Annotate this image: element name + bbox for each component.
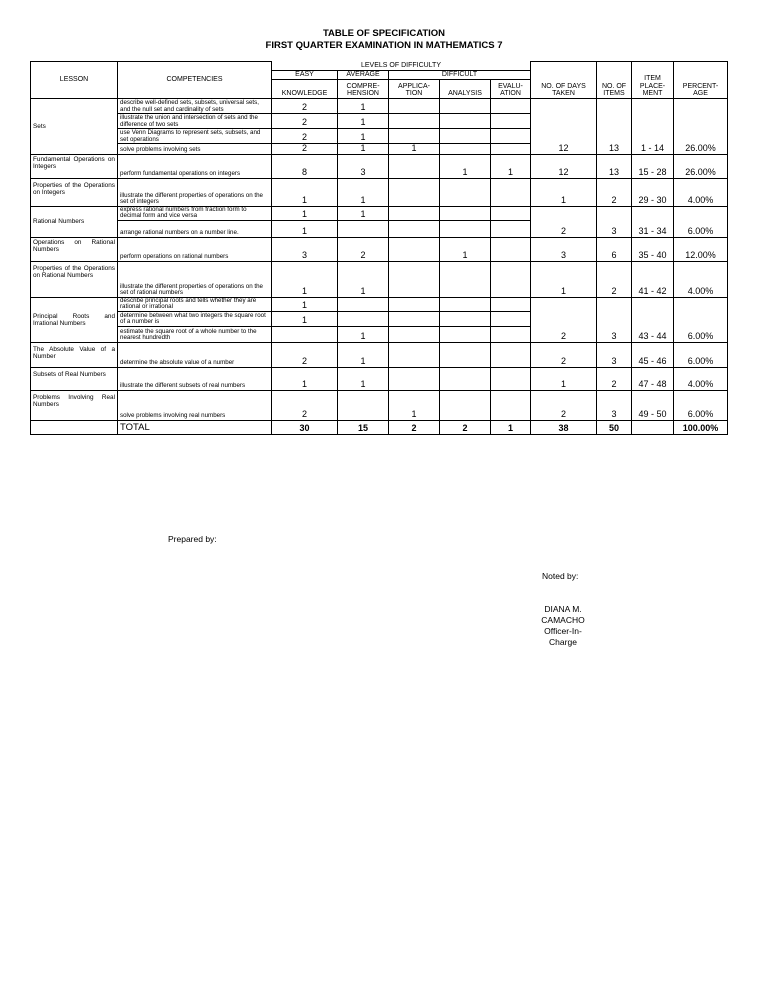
analysis-cell bbox=[440, 367, 491, 390]
items-header: NO. OF ITEMS bbox=[597, 62, 632, 99]
competency-cell: describe well-defined sets, subsets, universal sets, and the null set and cardinality of sets bbox=[118, 99, 272, 114]
items-cell: 3 bbox=[597, 297, 632, 342]
application-cell bbox=[389, 367, 440, 390]
lesson-cell: Fundamental Operations on Integers bbox=[31, 154, 118, 178]
analysis-header: ANALYSIS bbox=[440, 80, 491, 99]
total-application: 2 bbox=[389, 420, 440, 434]
evaluation-cell bbox=[491, 114, 531, 129]
comprehension-cell: 3 bbox=[338, 154, 389, 178]
table-row bbox=[31, 390, 728, 420]
comprehension-cell bbox=[338, 297, 389, 311]
knowledge-cell: 3 bbox=[272, 237, 338, 261]
lesson-cell: Problems Involving Real Numbers bbox=[31, 390, 118, 420]
application-cell bbox=[389, 178, 440, 206]
evaluation-cell bbox=[491, 99, 531, 114]
items-cell: 2 bbox=[597, 261, 632, 297]
comprehension-cell: 1 bbox=[338, 326, 389, 342]
levels-of-difficulty-header: LEVELS OF DIFFICULTY bbox=[272, 62, 531, 71]
competencies-header: COMPETENCIES bbox=[118, 62, 272, 99]
specification-table bbox=[30, 61, 728, 435]
evaluation-cell bbox=[491, 367, 531, 390]
application-cell bbox=[389, 297, 440, 311]
competency-cell: determine the absolute value of a number bbox=[118, 342, 272, 367]
knowledge-cell: 2 bbox=[272, 390, 338, 420]
evaluation-cell bbox=[491, 261, 531, 297]
knowledge-cell: 8 bbox=[272, 154, 338, 178]
analysis-cell bbox=[440, 261, 491, 297]
knowledge-cell: 1 bbox=[272, 206, 338, 220]
analysis-cell bbox=[440, 390, 491, 420]
items-cell: 3 bbox=[597, 342, 632, 367]
analysis-cell bbox=[440, 342, 491, 367]
analysis-cell bbox=[440, 326, 491, 342]
placement-cell: 49 - 50 bbox=[632, 390, 674, 420]
evaluation-cell: 1 bbox=[491, 154, 531, 178]
placement-cell: 45 - 46 bbox=[632, 342, 674, 367]
evaluation-cell bbox=[491, 311, 531, 326]
application-cell bbox=[389, 237, 440, 261]
comprehension-cell bbox=[338, 390, 389, 420]
analysis-cell bbox=[440, 220, 491, 237]
total-evaluation: 1 bbox=[491, 420, 531, 434]
competency-cell: express rational numbers from fraction form to decimal form and vice versa bbox=[118, 206, 272, 220]
signatory-name: DIANA M. CAMACHO Officer-In-Charge bbox=[541, 604, 585, 647]
competency-cell: describe principal roots and tells whether they are rational or irrational bbox=[118, 297, 272, 311]
average-header: AVERAGE bbox=[338, 71, 389, 80]
evaluation-cell bbox=[491, 237, 531, 261]
difficult-header: DIFFICULT bbox=[389, 71, 531, 80]
total-placement-blank bbox=[632, 420, 674, 434]
noted-by-label: Noted by: bbox=[542, 571, 579, 581]
evaluation-cell bbox=[491, 220, 531, 237]
competency-cell: perform operations on rational numbers bbox=[118, 237, 272, 261]
lesson-cell: The Absolute Value of a Number bbox=[31, 342, 118, 367]
evaluation-cell bbox=[491, 178, 531, 206]
table-row bbox=[31, 261, 728, 297]
percentage-header: PERCENT- AGE bbox=[674, 62, 728, 99]
knowledge-cell: 1 bbox=[272, 220, 338, 237]
knowledge-cell bbox=[272, 326, 338, 342]
lesson-cell: Properties of the Operations on Rational Numbers bbox=[31, 261, 118, 297]
comprehension-cell: 1 bbox=[338, 129, 389, 144]
knowledge-header: KNOWLEDGE bbox=[272, 80, 338, 99]
knowledge-cell: 2 bbox=[272, 144, 338, 155]
placement-cell: 29 - 30 bbox=[632, 178, 674, 206]
competency-cell: solve problems involving real numbers bbox=[118, 390, 272, 420]
application-cell bbox=[389, 129, 440, 144]
easy-header: EASY bbox=[272, 71, 338, 80]
knowledge-cell: 1 bbox=[272, 178, 338, 206]
total-blank-cell bbox=[31, 420, 118, 434]
evaluation-cell bbox=[491, 326, 531, 342]
placement-cell: 41 - 42 bbox=[632, 261, 674, 297]
item-placement-header: ITEM PLACE- MENT bbox=[632, 62, 674, 99]
items-cell: 3 bbox=[597, 390, 632, 420]
table-row bbox=[31, 99, 728, 114]
analysis-cell bbox=[440, 311, 491, 326]
days-cell: 2 bbox=[531, 342, 597, 367]
lesson-cell: Operations on Rational Numbers bbox=[31, 237, 118, 261]
application-cell bbox=[389, 114, 440, 129]
competency-cell: determine between what two integers the square root of a number is bbox=[118, 311, 272, 326]
knowledge-cell: 2 bbox=[272, 114, 338, 129]
comprehension-cell: 1 bbox=[338, 367, 389, 390]
items-cell: 2 bbox=[597, 367, 632, 390]
comprehension-cell bbox=[338, 220, 389, 237]
items-cell: 13 bbox=[597, 154, 632, 178]
percentage-cell: 4.00% bbox=[674, 261, 728, 297]
analysis-cell: 1 bbox=[440, 237, 491, 261]
application-cell bbox=[389, 311, 440, 326]
application-cell bbox=[389, 99, 440, 114]
analysis-cell bbox=[440, 99, 491, 114]
total-label: TOTAL bbox=[118, 420, 272, 434]
competency-cell: illustrate the different subsets of real numbers bbox=[118, 367, 272, 390]
total-row bbox=[31, 420, 728, 434]
evaluation-cell bbox=[491, 206, 531, 220]
table-row bbox=[31, 237, 728, 261]
knowledge-cell: 2 bbox=[272, 99, 338, 114]
application-cell bbox=[389, 206, 440, 220]
placement-cell: 47 - 48 bbox=[632, 367, 674, 390]
days-cell: 2 bbox=[531, 297, 597, 342]
comprehension-cell: 1 bbox=[338, 342, 389, 367]
application-cell bbox=[389, 220, 440, 237]
document-subtitle: FIRST QUARTER EXAMINATION IN MATHEMATICS 7 bbox=[265, 40, 503, 51]
competency-cell: use Venn Diagrams to represent sets, subsets, and set operations bbox=[118, 129, 272, 144]
comprehension-cell: 1 bbox=[338, 206, 389, 220]
evaluation-cell bbox=[491, 144, 531, 155]
percentage-cell: 26.00% bbox=[674, 154, 728, 178]
percentage-cell: 26.00% bbox=[674, 99, 728, 155]
analysis-cell bbox=[440, 144, 491, 155]
competency-cell: perform fundamental operations on integers bbox=[118, 154, 272, 178]
application-cell bbox=[389, 154, 440, 178]
days-cell: 2 bbox=[531, 390, 597, 420]
days-cell: 12 bbox=[531, 99, 597, 155]
total-knowledge: 30 bbox=[272, 420, 338, 434]
competency-cell: solve problems involving sets bbox=[118, 144, 272, 155]
lesson-cell: Properties of the Operations on Integers bbox=[31, 178, 118, 206]
analysis-cell bbox=[440, 297, 491, 311]
comprehension-header: COMPRE- HENSION bbox=[338, 80, 389, 99]
comprehension-cell: 1 bbox=[338, 178, 389, 206]
items-cell: 13 bbox=[597, 99, 632, 155]
competency-cell: illustrate the different properties of operations on the set of rational numbers bbox=[118, 261, 272, 297]
lesson-cell: Subsets of Real Numbers bbox=[31, 367, 118, 390]
total-comprehension: 15 bbox=[338, 420, 389, 434]
days-cell: 3 bbox=[531, 237, 597, 261]
application-cell bbox=[389, 342, 440, 367]
knowledge-cell: 2 bbox=[272, 129, 338, 144]
days-taken-header: NO. OF DAYS TAKEN bbox=[531, 62, 597, 99]
evaluation-header: EVALU- ATION bbox=[491, 80, 531, 99]
lesson-cell: Sets bbox=[31, 99, 118, 155]
analysis-cell: 1 bbox=[440, 154, 491, 178]
knowledge-cell: 2 bbox=[272, 342, 338, 367]
percentage-cell: 6.00% bbox=[674, 206, 728, 237]
percentage-cell: 6.00% bbox=[674, 390, 728, 420]
analysis-cell bbox=[440, 206, 491, 220]
placement-cell: 43 - 44 bbox=[632, 297, 674, 342]
lesson-cell: Rational Numbers bbox=[31, 206, 118, 237]
days-cell: 2 bbox=[531, 206, 597, 237]
competency-cell: estimate the square root of a whole number to the nearest hundredth bbox=[118, 326, 272, 342]
placement-cell: 35 - 40 bbox=[632, 237, 674, 261]
comprehension-cell bbox=[338, 311, 389, 326]
comprehension-cell: 1 bbox=[338, 261, 389, 297]
items-cell: 3 bbox=[597, 206, 632, 237]
table-row bbox=[31, 342, 728, 367]
prepared-by-label: Prepared by: bbox=[168, 534, 217, 544]
table-row bbox=[31, 178, 728, 206]
days-cell: 1 bbox=[531, 178, 597, 206]
percentage-cell: 4.00% bbox=[674, 178, 728, 206]
percentage-cell: 6.00% bbox=[674, 342, 728, 367]
knowledge-cell: 1 bbox=[272, 311, 338, 326]
analysis-cell bbox=[440, 114, 491, 129]
total-items: 50 bbox=[597, 420, 632, 434]
total-analysis: 2 bbox=[440, 420, 491, 434]
application-cell: 1 bbox=[389, 390, 440, 420]
analysis-cell bbox=[440, 129, 491, 144]
application-header: APPLICA- TION bbox=[389, 80, 440, 99]
comprehension-cell: 1 bbox=[338, 144, 389, 155]
comprehension-cell: 1 bbox=[338, 114, 389, 129]
percentage-cell: 6.00% bbox=[674, 297, 728, 342]
percentage-cell: 4.00% bbox=[674, 367, 728, 390]
items-cell: 6 bbox=[597, 237, 632, 261]
evaluation-cell bbox=[491, 297, 531, 311]
table-row bbox=[31, 297, 728, 311]
header-row bbox=[31, 62, 728, 71]
table-row bbox=[31, 206, 728, 220]
application-cell bbox=[389, 261, 440, 297]
total-percentage: 100.00% bbox=[674, 420, 728, 434]
comprehension-cell: 1 bbox=[338, 99, 389, 114]
evaluation-cell bbox=[491, 342, 531, 367]
comprehension-cell: 2 bbox=[338, 237, 389, 261]
knowledge-cell: 1 bbox=[272, 297, 338, 311]
placement-cell: 15 - 28 bbox=[632, 154, 674, 178]
competency-cell: arrange rational numbers on a number line. bbox=[118, 220, 272, 237]
days-cell: 12 bbox=[531, 154, 597, 178]
knowledge-cell: 1 bbox=[272, 261, 338, 297]
competency-cell: illustrate the union and intersection of sets and the difference of two sets bbox=[118, 114, 272, 129]
items-cell: 2 bbox=[597, 178, 632, 206]
lesson-header: LESSON bbox=[31, 62, 118, 99]
application-cell bbox=[389, 326, 440, 342]
competency-cell: illustrate the different properties of operations on the set of integers bbox=[118, 178, 272, 206]
table-row bbox=[31, 154, 728, 178]
evaluation-cell bbox=[491, 390, 531, 420]
document-title: TABLE OF SPECIFICATION bbox=[322, 28, 446, 39]
knowledge-cell: 1 bbox=[272, 367, 338, 390]
application-cell: 1 bbox=[389, 144, 440, 155]
days-cell: 1 bbox=[531, 261, 597, 297]
evaluation-cell bbox=[491, 129, 531, 144]
lesson-cell: Principal Roots and Irrational Numbers bbox=[31, 297, 118, 342]
percentage-cell: 12.00% bbox=[674, 237, 728, 261]
placement-cell: 1 - 14 bbox=[632, 99, 674, 155]
days-cell: 1 bbox=[531, 367, 597, 390]
table-row bbox=[31, 367, 728, 390]
placement-cell: 31 - 34 bbox=[632, 206, 674, 237]
analysis-cell bbox=[440, 178, 491, 206]
total-days: 38 bbox=[531, 420, 597, 434]
